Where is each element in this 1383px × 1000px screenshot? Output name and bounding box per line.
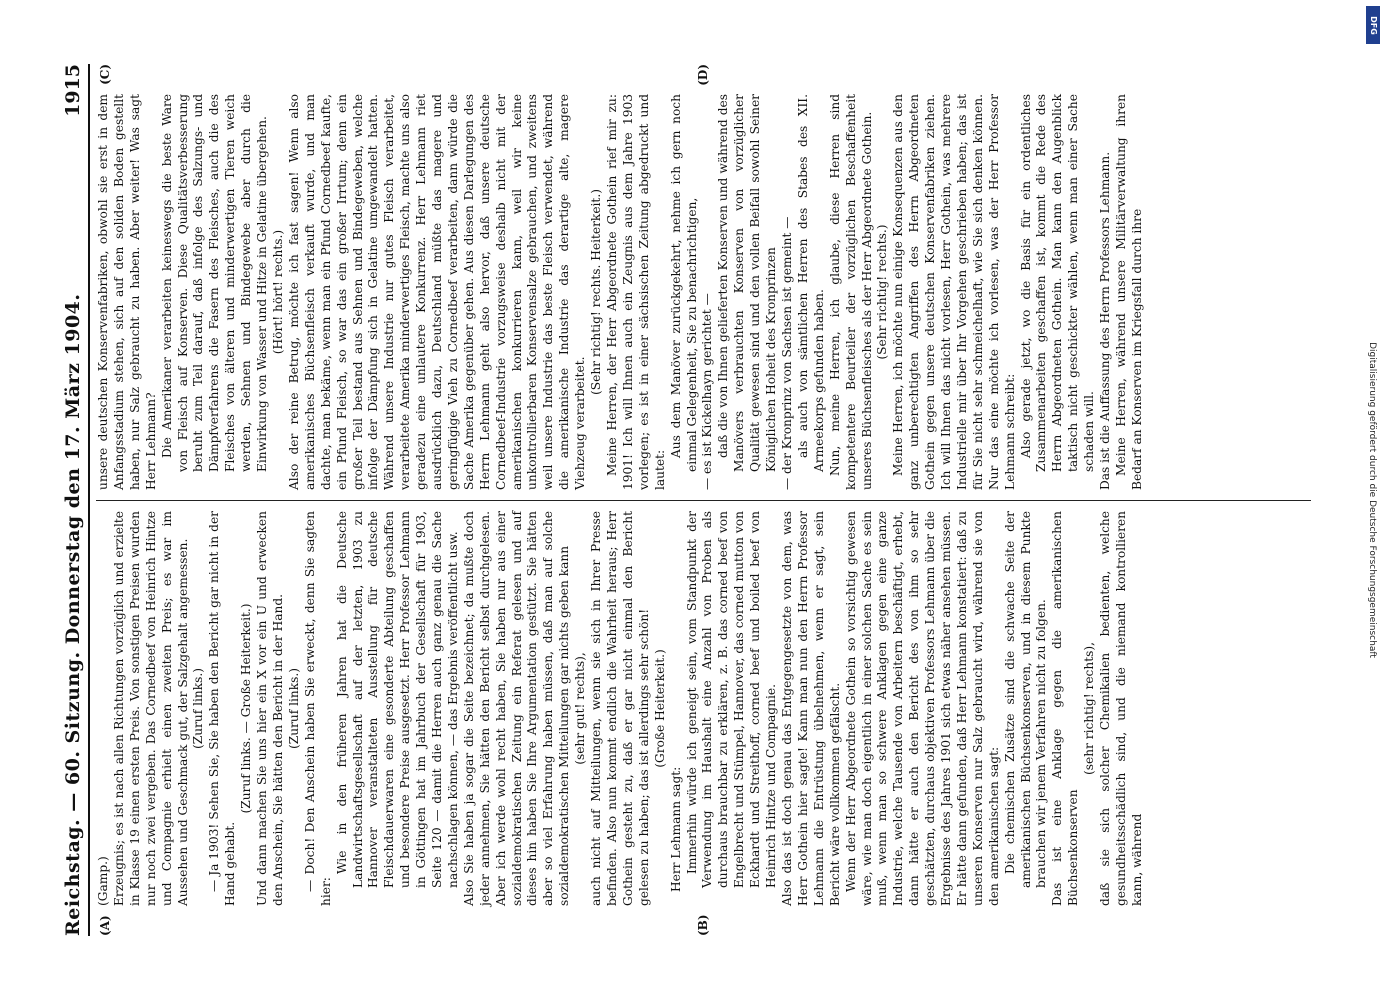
paragraph: Also Sie haben ja sogar die Seite bezeichnet; da mußte doch jeder annehmen, Sie hätten den Bericht selbst durchgelesen. Aber ich werde wohl recht haben, Sie haben nur aus einer sozialdemokratischen Zeitung ein Referat gelesen und auf dieses hin haben Sie Ihre Argumentation gestützt. Sie hätten aber so viel Erfahrung haben müssen, daß man auf solche sozialdemokratischen Mitteilungen gar nichts geben kann xyxy=(461,511,572,906)
paragraph: (sehr richtig! rechts), xyxy=(1082,641,1097,776)
paragraph: Meine Herren, während unsere Militärverwaltung ihren Bedarf an Konserven im Kriegsfall durch ihre xyxy=(1114,94,1144,490)
paragraph: Wie in den früheren Jahren hat die Deutsche Landwirtschaftsgesellschaft auf der letzten, 1903 zu Hannover veranstalteten Ausstellung für deutsche Fleischdauerwaren eine gesonderte Abteilung geschaffen und besondere Preise ausgesetzt. Herr Professor Lehmann in Göttingen hat im Jahrbuch der Gesellschaft für 1903, Seite 120 — damit die Herren auch ganz genau die Sache nachschlagen können, — das Ergebnis veröffentlicht usw. xyxy=(334,511,460,888)
paragraph: Herr Lehmann sagt: xyxy=(668,766,683,892)
paragraph: (Große Heiterkeit.) xyxy=(652,649,667,768)
paragraph: Also gerade jetzt, wo die Basis für ein ordentliches Zusammenarbeiten geschaffen ist, kommt die Rede des Herrn Abgeordneten Gothein. Man kann den Augenblick taktisch nicht geschickter wählen, wenn man einer Sache schaden will. xyxy=(1018,94,1097,472)
side-credit-text: Digitalisierung gefördert durch die Deutsche Forschungsgemeinschaft xyxy=(1367,342,1377,658)
paragraph: (Sehr richtig! rechts.) xyxy=(875,224,890,360)
page-number: 1915 xyxy=(62,64,84,117)
margin-label-b: (B) xyxy=(696,914,710,936)
paragraph: (Zuruf links.) xyxy=(191,667,206,750)
paragraph: Nun, meine Herren, ich glaube, diese Herren sind kompetentere Beurteiler der vorzüglichen Beschaffenheit unseres Büchsenfleisches als der Herr Abgeordnete Gothein. xyxy=(827,94,874,490)
paragraph: Erzeugnis; es ist nach allen Richtungen vorzüglich und erzielte in Klasse 19 einen ersten Preis. Von sonstigen Preisen wurden nur noch zwei vergeben. Das Cornedbeef von Heinrich Hintze und Compagnie erhielt einen zweiten Preis; es war im Aussehen und Geschmack gut, der Salzgehalt angemessen. xyxy=(111,511,190,906)
paragraph: (Sehr richtig! rechts. Heiterkeit.) xyxy=(589,189,604,395)
margin-label-a: (A) xyxy=(98,915,112,936)
paragraph: (Gamp.) xyxy=(96,856,110,906)
paragraph: als auch von sämtlichen Herren des Stabes des XII. Armeekorps gefunden haben. xyxy=(795,94,826,472)
right-column xyxy=(96,64,1311,500)
document-page xyxy=(46,50,1336,950)
paragraph: daß sie sich solcher Chemikalien bedienten, welche gesundheitsschädlich sind, und die niemand kontrollieren kann, während xyxy=(1098,511,1144,906)
paragraph: Die chemischen Zusätze sind die schwache Seite der amerikanischen Büchsenkonserven, und in diesem Punkte brauchen wir jenem Verfahren nicht zu folgen. xyxy=(1002,511,1049,888)
paragraph: Also der reine Betrug, möchte ich fast sagen! Wenn also amerikanisches Büchsenfleisch verkauft wurde, und man dachte, man bekäme, wenn man ein Pfund Cornedbeef kaufte, ein Pfund Fleisch, so war das ein großer Irrtum; denn ein großer Teil bestand aus Sehnen und Bindegeweben, welche infolge der Dämpfung sich in Gelatine umgewandelt hatten. Während unsere Industrie nur gutes Fleisch verarbeitet, verarbeitete Amerika minderwertiges Fleisch, machte uns also geradezu eine unlautere Konkurrenz. Herr Lehmann riet ausdrücklich dazu, Deutschland müßte das magere und geringfügige Vieh zu Cornedbeef verarbeiten, dann würde die Sache Amerika gegenüber gehen. Aus diesen Darlegungen des Herrn Lehmann geht also hervor, daß unsere deutsche Cornedbeef-Industrie vorzugsweise deshalb nicht mit der amerikanischen konkurrieren kann, weil wir keine unkontrollierbaren Konservensalze gebrauchen, und zweitens weil unsere Industrie das beste Fleisch verwendet, während die amerikanische Industrie das derartige alte, magere Viehzeug verarbeitet. xyxy=(286,94,588,490)
margin-label-c: (C) xyxy=(98,64,112,85)
paragraph: Das ist die Auffassung des Herrn Professors Lehmann. xyxy=(1098,151,1113,490)
paragraph: Aus dem Manöver zurückgekehrt, nehme ich gern noch einmal Gelegenheit, Sie zu benachrichtigen, xyxy=(668,94,699,472)
paragraph: Die Amerikaner verarbeiten keineswegs die beste Ware von Fleisch auf Konserven. Diese Qualitätsverbesserung beruht zum Teil darauf, daß infolge des Salzungs- und Dämpfverfahrens die Fasern des Fleisches, auch die des Fleisches von älteren und minderwertigen Tieren weich werden, Sehnen und Bindegewebe aber durch die Einwirkung von Wasser und Hitze in Gelatine übergehen. xyxy=(159,94,270,472)
paragraph: (Hört! hört! rechts.) xyxy=(270,229,285,355)
paragraph: Wenn der Herr Abgeordnete Gothein so vorsichtig gewesen wäre, wie man doch eigentlich in einer solchen Sache es sein muß, wenn man so schwere Anklagen gegen eine ganze Industrie, welche Tausende von Arbeitern beschäftigt, erhebt, dann hätte er auch den Bericht des von ihm so sehr geschätzten, durchaus objektiven Professors Lehmann über die Ergebnisse des Jahres 1901 sich etwas näher ansehen müssen. Er hätte dann gefunden, daß Herr Lehmann konstatiert: daß zu unseren Konserven nur Salz gebraucht wird, während sie von den amerikanischen sagt: xyxy=(843,511,1001,906)
left-column xyxy=(96,500,1311,936)
paragraph: Das ist eine Anklage gegen die amerikanischen Büchsenkonserven xyxy=(1050,511,1081,906)
side-credit xyxy=(1363,0,1381,1000)
margin-label-d: (D) xyxy=(696,64,710,86)
paragraph: daß die von Ihnen gelieferten Konserven und während des Manövers verbrauchten Konserven von vorzüglicher Qualität gewesen sind und den vollen Beifall sowohl Seiner Königlichen Hoheit des Kronprinzen xyxy=(716,94,779,472)
paragraph: Immerhin würde ich geneigt sein, vom Standpunkt der Verwendung im Haushalt eine Anzahl von Proben als durchaus brauchbar zu erklären, z. B. das corned beef von Engelbrecht und Stümpel, Hannover, das corned mutton von Eckhardt und Streithoff, corned beef und boiled beef von Heinrich Hintze und Compagnie. xyxy=(684,511,779,888)
page-header xyxy=(62,64,90,936)
dfg-logo-text: DFG xyxy=(1368,15,1378,35)
paragraph: (Zuruf links.) xyxy=(286,667,301,750)
paragraph: — Ja 1903! Sehen Sie, Sie haben den Bericht gar nicht in der Hand gehabt. xyxy=(207,511,238,906)
header-title: Reichstag. — 60. Sitzung. Donnerstag den 17. März 1904. xyxy=(62,293,84,936)
paragraph: auch nicht auf Mitteilungen, wenn sie sich in Ihrer Presse befinden. Also nun kommt endlich die Wahrheit heraus; Herr Gothein gesteht zu, daß er gar nicht einmal den Bericht gelesen zu haben; das ist allerdings sehr schön! xyxy=(589,511,651,906)
paragraph: — der Kronprinz von Sachsen ist gemeint — xyxy=(779,216,794,490)
text-columns xyxy=(96,64,1311,936)
paragraph: Und dann machen Sie uns hier ein X vor ein U und erwecken den Anschein, Sie hätten den Bericht in der Hand. xyxy=(255,511,285,906)
paragraph: unsere deutschen Konservenfabriken, obwohl sie erst in dem Anfangsstadium stehen, sich auf den soliden Boden gestellt haben, nur Salz gebraucht zu haben. Aber weiter! Was sagt Herr Lehmann? xyxy=(96,94,158,490)
paragraph: Meine Herren, der Herr Abgeordnete Gothein rief mir zu: 1901! Ich will Ihnen auch ein Zeugnis aus dem Jahre 1903 vorlegen; es ist in einer sächsischen Zeitung abgedruckt und lautet: xyxy=(605,94,667,490)
paragraph: (Zuruf links. — Große Heiterkeit.) xyxy=(239,603,254,814)
paragraph: — Doch! Den Anschein haben Sie erweckt, denn Sie sagten hier: xyxy=(302,511,333,906)
paragraph: (sehr gut! rechts), xyxy=(573,652,588,765)
paragraph: — es ist Kickelhayn gerichtet — xyxy=(700,293,715,490)
paragraph: Meine Herren, ich möchte nun einige Konsequenzen aus den ganz unberechtigten Angriffen des Herrn Abgeordneten Gothein gegen unsere deutschen Konservenfabriken ziehen. Ich will Ihnen das nicht vorlesen, Herr Gothein, was mehrere Industrielle mir über Ihr Vorgehen geschrieben haben; das ist für Sie nicht sehr schmeichelhaft, wie Sie sich denken können. Nur das eine möchte ich vorlesen, was der Herr Professor Lehmann schreibt: xyxy=(891,94,1017,490)
paragraph: Also das ist doch genau das Entgegengesetzte von dem, was Herr Gothein hier sagte! Kann man nun den Herrn Professor Lehmann die Entrüstung übelnehmen, wenn er sagt, sein Bericht wäre vollkommen gefälscht. xyxy=(779,511,842,906)
